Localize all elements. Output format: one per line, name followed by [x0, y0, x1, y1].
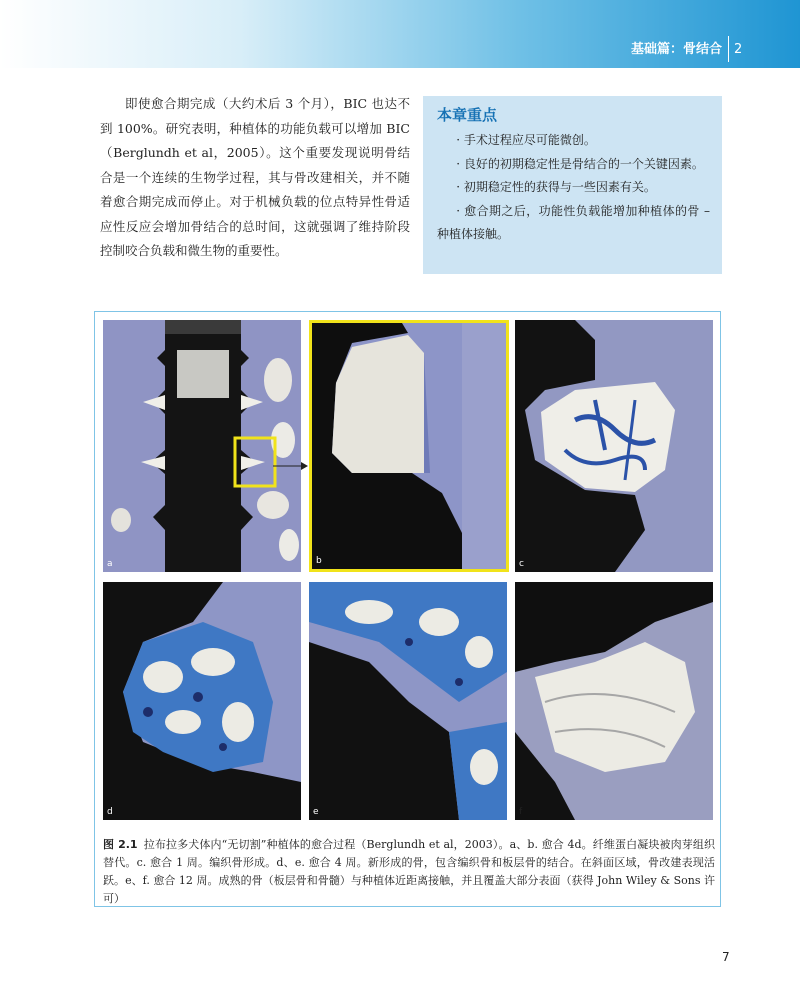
figure-caption — [103, 836, 715, 908]
panel-label-d: d — [107, 807, 113, 817]
section-title: 基础篇：骨结合 — [630, 42, 722, 57]
zoom-arrow-icon — [273, 460, 309, 472]
key-points-list — [437, 129, 710, 247]
micrograph-panel-d — [103, 582, 301, 820]
panel-label-e: e — [313, 807, 319, 817]
panel-label-a: a — [107, 559, 113, 569]
figure-2-1 — [94, 311, 721, 907]
key-points-box — [423, 96, 722, 274]
key-point-item: · 初期稳定性的获得与一些因素有关。 — [456, 180, 656, 194]
chapter-number: 2 — [734, 42, 743, 57]
micrograph-panel-c — [515, 320, 713, 572]
panel-label-b: b — [316, 556, 322, 566]
body-paragraph: 即使愈合期完成（大约术后 3 个月），BIC 也达不到 100%。研究表明，种植体的功能负载可以增加 BIC（Berglundh et al，2005）。这个重要发现说明骨结合是一个连续的生物学过程，其与骨改建相关，并不随着愈合期完成而停止。对于机械负载的位点特异性骨适应性反应会增加骨结合的总时间，这就强调了维持阶段控制咬合负载和微生物的重要性。 — [100, 96, 410, 258]
key-point-item: · 良好的初期稳定性是骨结合的一个关键因素。 — [456, 156, 704, 171]
micrograph-panel-a — [103, 320, 301, 572]
micrograph-panel-b — [309, 320, 509, 572]
micrograph-panel-f — [515, 582, 713, 820]
header-divider — [728, 36, 729, 62]
body-text — [100, 92, 410, 264]
panel-label-f: f — [519, 807, 523, 817]
caption-text: 拉布拉多犬体内“无切割”种植体的愈合过程（Berglundh et al，2003）。a、b. 愈合 4d。纤维蛋白凝块被肉芽组织替代。c. 愈合 1 周。编织骨形成。d、e. 愈合 4 周。新形成的骨，包含编织骨和板层骨的结合。在斜面区域，骨改建表现活跃。e、f. 愈合 12 周。成熟的骨（板层骨和骨髓）与种植体近距离接触，并且覆盖大部分表面（获得 John Wiley & Sons 许可） — [103, 838, 715, 905]
key-points-title: 本章重点 — [437, 106, 498, 124]
page-header — [0, 0, 800, 68]
caption-number: 图 2.1 — [103, 838, 138, 851]
key-point-item: · 手术过程应尽可能微创。 — [456, 133, 596, 147]
panel-label-c: c — [519, 559, 524, 569]
key-point-item: · 愈合期之后，功能性负载能增加种植体的骨 – 种植体接触。 — [437, 203, 710, 241]
page-number: 7 — [722, 950, 730, 964]
micrograph-panel-e — [309, 582, 507, 820]
